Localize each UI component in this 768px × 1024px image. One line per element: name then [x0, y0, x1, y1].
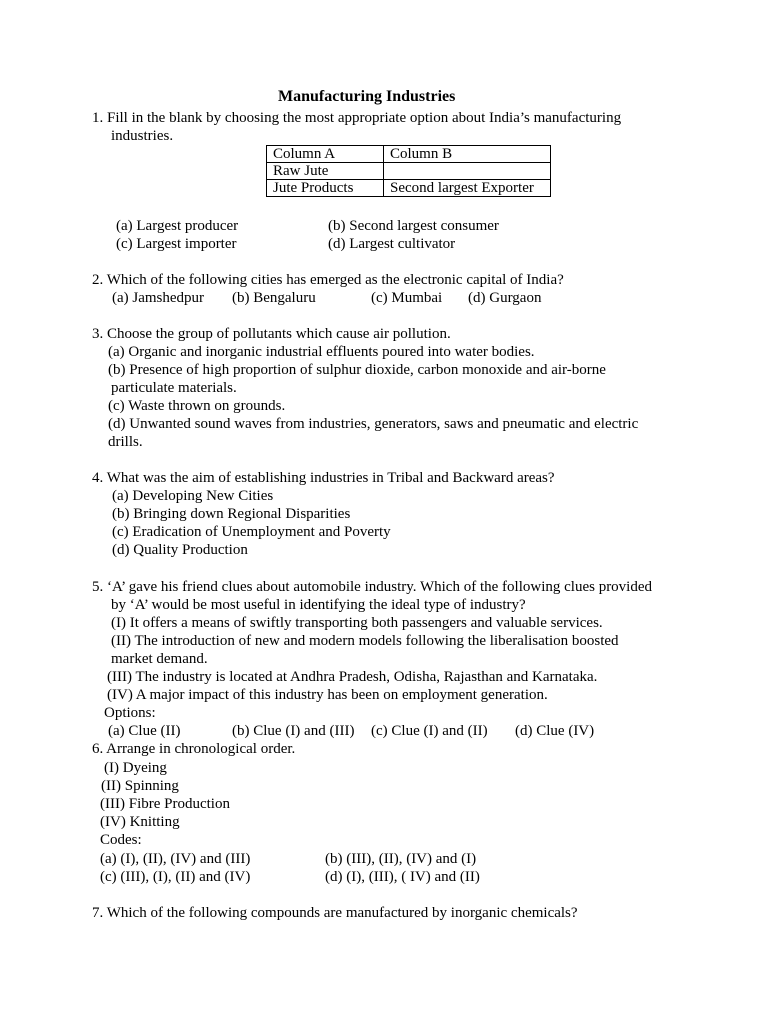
- q5-clue-4: (IV) A major impact of this industry has been on employment generation.: [107, 687, 548, 703]
- q2-text: 2. Which of the following cities has emerged as the electronic capital of India?: [92, 272, 564, 288]
- q6-item-3: (III) Fibre Production: [100, 796, 230, 812]
- q3-option-d-line1: (d) Unwanted sound waves from industries, generators, saws and pneumatic and electric: [108, 416, 639, 432]
- page-title: Manufacturing Industries: [278, 88, 456, 105]
- q1-option-a: (a) Largest producer: [116, 218, 239, 234]
- q5-clue-2-line2: market demand.: [111, 651, 208, 667]
- q1-option-d: (d) Largest cultivator: [328, 236, 456, 252]
- q5-text-line1: 5. ‘A’ gave his friend clues about automobile industry. Which of the following clues provided: [92, 579, 653, 595]
- q5-options-label: Options:: [104, 705, 156, 721]
- q3-option-b-line2: particulate materials.: [111, 380, 237, 396]
- table-header-cell: Column B: [384, 146, 551, 163]
- table-row: [267, 180, 551, 197]
- q3-text: 3. Choose the group of pollutants which cause air pollution.: [92, 326, 451, 342]
- q1-text-line1: 1. Fill in the blank by choosing the most appropriate option about India’s manufacturing: [92, 110, 622, 126]
- q5-clue-2-line1: (II) The introduction of new and modern models following the liberalisation boosted: [111, 633, 619, 649]
- q3-option-a: (a) Organic and inorganic industrial effluents poured into water bodies.: [108, 344, 535, 360]
- q6-item-2: (II) Spinning: [101, 778, 179, 794]
- q6-option-d: (d) (I), (III), ( IV) and (II): [325, 869, 480, 885]
- q6-item-4: (IV) Knitting: [100, 814, 180, 830]
- q6-item-1: (I) Dyeing: [104, 760, 167, 776]
- table-header-cell: Column A: [267, 146, 384, 163]
- q6-option-c: (c) (III), (I), (II) and (IV): [100, 869, 251, 885]
- q1-option-b: (b) Second largest consumer: [328, 218, 499, 234]
- table-cell: Second largest Exporter: [384, 180, 551, 197]
- q3-option-c: (c) Waste thrown on grounds.: [108, 398, 286, 414]
- q4-option-d: (d) Quality Production: [112, 542, 248, 558]
- q2-option-b: (b) Bengaluru: [232, 290, 316, 306]
- q5-option-d: (d) Clue (IV): [515, 723, 595, 739]
- q5-option-b: (b) Clue (I) and (III): [232, 723, 355, 739]
- q5-option-c: (c) Clue (I) and (II): [371, 723, 488, 739]
- q4-option-b: (b) Bringing down Regional Disparities: [112, 506, 351, 522]
- q1-option-c: (c) Largest importer: [116, 236, 237, 252]
- q4-option-a: (a) Developing New Cities: [112, 488, 274, 504]
- q6-text: 6. Arrange in chronological order.: [92, 741, 296, 757]
- q7-text: 7. Which of the following compounds are manufactured by inorganic chemicals?: [92, 905, 578, 921]
- q6-codes-label: Codes:: [100, 832, 142, 848]
- q5-option-a: (a) Clue (II): [108, 723, 181, 739]
- q4-text: 4. What was the aim of establishing industries in Tribal and Backward areas?: [92, 470, 555, 486]
- q5-clue-1: (I) It offers a means of swiftly transporting both passengers and valuable services.: [111, 615, 603, 631]
- q3-option-b-line1: (b) Presence of high proportion of sulphur dioxide, carbon monoxide and air-borne: [108, 362, 606, 378]
- table-cell: [384, 163, 551, 180]
- table-header-row: [267, 146, 551, 163]
- q4-option-c: (c) Eradication of Unemployment and Poverty: [112, 524, 391, 540]
- table-cell: Raw Jute: [267, 163, 384, 180]
- q6-option-b: (b) (III), (II), (IV) and (I): [325, 851, 477, 867]
- table-row: [267, 163, 551, 180]
- q2-option-d: (d) Gurgaon: [468, 290, 542, 306]
- q5-text-line2: by ‘A’ would be most useful in identifying the ideal type of industry?: [111, 597, 526, 613]
- q2-option-a: (a) Jamshedpur: [112, 290, 205, 306]
- q1-text-line2: industries.: [111, 128, 174, 144]
- q3-option-d-line2: drills.: [108, 434, 143, 450]
- q2-option-c: (c) Mumbai: [371, 290, 443, 306]
- table-cell: Jute Products: [267, 180, 384, 197]
- q6-option-a: (a) (I), (II), (IV) and (III): [100, 851, 251, 867]
- q1-match-table: [266, 145, 551, 197]
- q5-clue-3: (III) The industry is located at Andhra Pradesh, Odisha, Rajasthan and Karnataka.: [107, 669, 598, 685]
